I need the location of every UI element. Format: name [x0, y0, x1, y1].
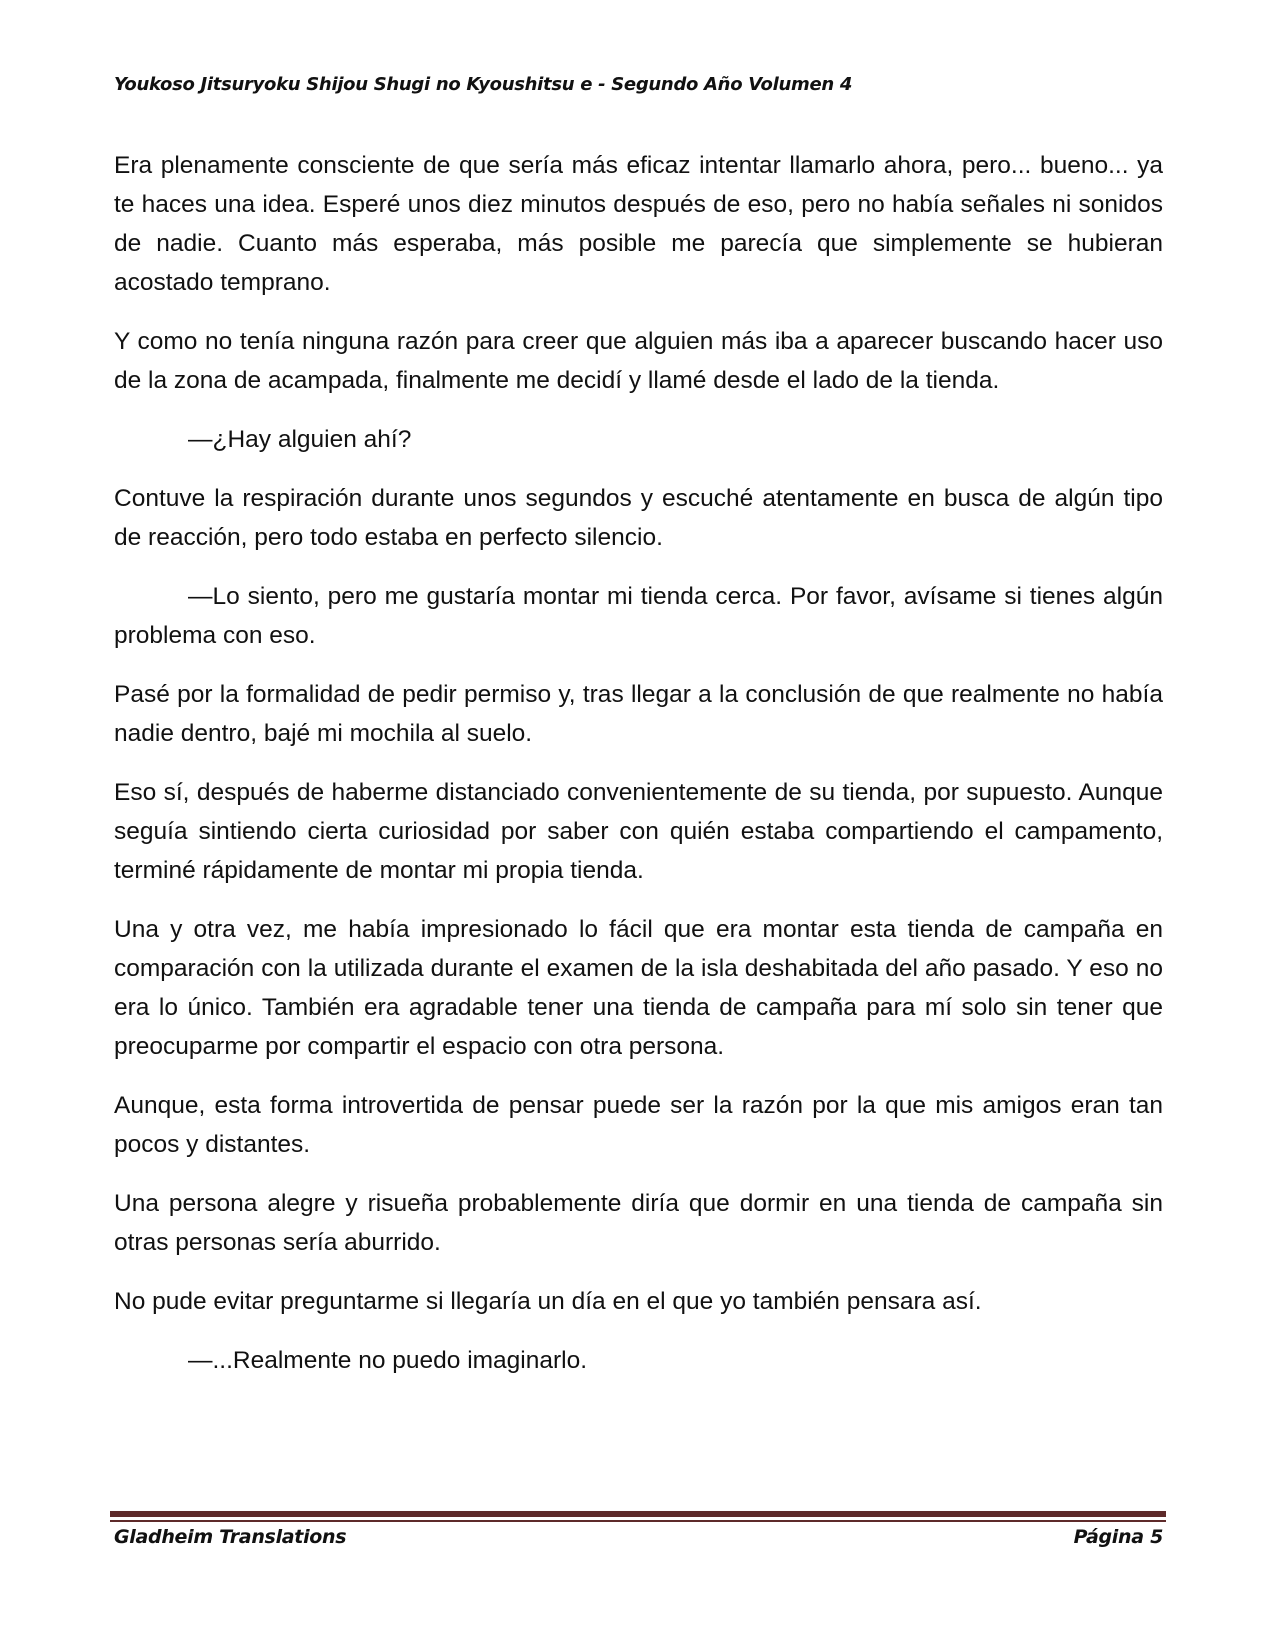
paragraph: Eso sí, después de haberme distanciado convenientemente de su tienda, por supuesto. Aunque seguía sintiendo cierta curiosidad por saber con quién estaba compartiendo el campamento, terminé rápidamente de montar mi propia tienda.	[114, 779, 1163, 884]
dialogue-line: —...Realmente no puedo imaginarlo.	[188, 1347, 588, 1374]
paragraph: Pasé por la formalidad de pedir permiso y, tras llegar a la conclusión de que realmente no había nadie dentro, bajé mi mochila al suelo.	[114, 681, 1163, 747]
dialogue-line: —¿Hay alguien ahí?	[188, 426, 412, 453]
paragraph: Era plenamente consciente de que sería más eficaz intentar llamarlo ahora, pero... bueno... ya te haces una idea. Esperé unos diez minutos después de eso, pero no había señales ni sonidos de nadie. Cuanto más esperaba, más posible me parecía que simplemente se hubieran acostado temprano.	[114, 152, 1163, 296]
footer-rule-thick	[110, 1511, 1166, 1517]
paragraph: Y como no tenía ninguna razón para creer que alguien más iba a aparecer buscando hacer uso de la zona de acampada, finalmente me decidí y llamé desde el lado de la tienda.	[114, 328, 1163, 394]
paragraph: Contuve la respiración durante unos segundos y escuché atentamente en busca de algún tipo de reacción, pero todo estaba en perfecto silencio.	[114, 485, 1163, 551]
paragraph: No pude evitar preguntarme si llegaría un día en el que yo también pensara así.	[114, 1288, 982, 1315]
paragraph: Una y otra vez, me había impresionado lo fácil que era montar esta tienda de campaña en comparación con la utilizada durante el examen de la isla deshabitada del año pasado. Y eso no era lo único. También era agradable tener una tienda de campaña para mí solo sin tener que preocuparme por compartir el espacio con otra persona.	[114, 916, 1163, 1060]
paragraph: Una persona alegre y risueña probablemente diría que dormir en una tienda de campaña sin otras personas sería aburrido.	[114, 1190, 1163, 1256]
dialogue-line: —Lo siento, pero me gustaría montar mi tienda cerca. Por favor, avísame si tienes algún problema con eso.	[114, 583, 1163, 649]
page-number: Página 5	[1073, 1526, 1163, 1548]
paragraph: Aunque, esta forma introvertida de pensar puede ser la razón por la que mis amigos eran tan pocos y distantes.	[114, 1092, 1163, 1158]
footer-rule-thin	[110, 1520, 1166, 1522]
page-body	[114, 146, 1163, 1400]
footer-credit: Gladheim Translations	[114, 1526, 347, 1548]
running-header: Youkoso Jitsuryoku Shijou Shugi no Kyoushitsu e - Segundo Año Volumen 4	[114, 74, 853, 95]
